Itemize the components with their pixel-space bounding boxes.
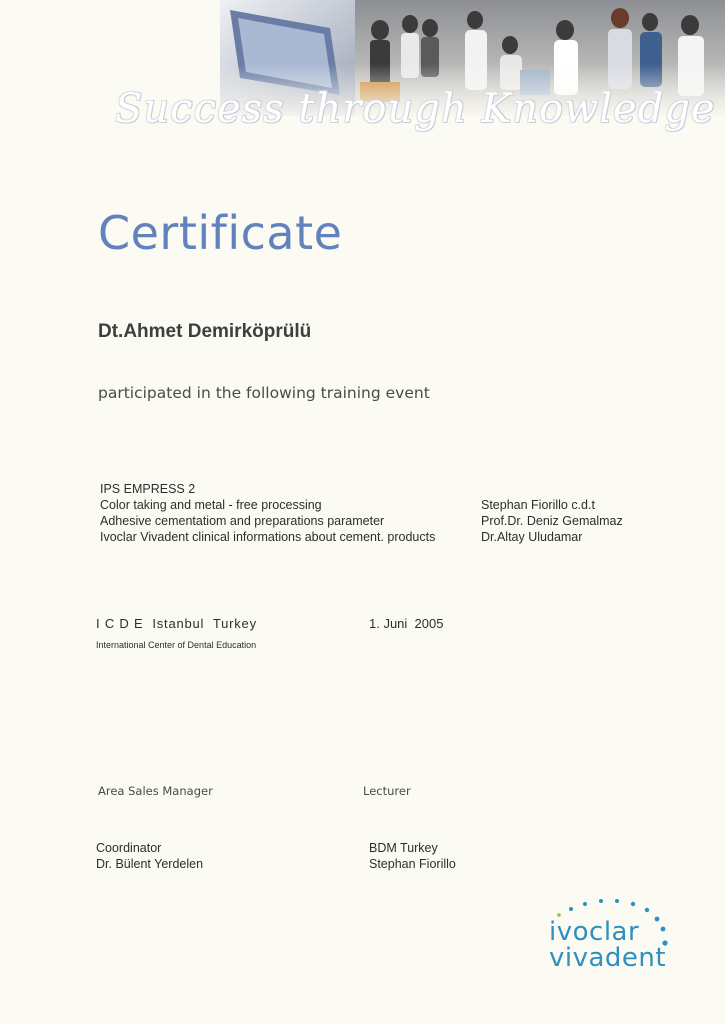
lecturer-name: Prof.Dr. Deniz Gemalmaz	[481, 514, 623, 528]
logo-text-line2: vivadent	[549, 943, 667, 973]
coordinator-title: Coordinator	[96, 841, 162, 855]
coordinator-signature-block	[96, 840, 203, 872]
lecturer-label: Lecturer	[363, 784, 411, 798]
event-date: 1. Juni 2005	[369, 616, 444, 631]
course-topic: IPS EMPRESS 2	[100, 482, 196, 496]
event-venue-full: International Center of Dental Education	[96, 640, 257, 650]
course-topic: Color taking and metal - free processing	[100, 498, 322, 512]
header-tagline: Success through Knowledge	[115, 86, 716, 132]
lecturer-list	[481, 497, 623, 545]
bdm-name: Stephan Fiorillo	[369, 857, 456, 871]
lecturer-name: Dr.Altay Uludamar	[481, 530, 583, 544]
participation-text: participated in the following training event	[98, 384, 430, 402]
logo-text-line1: ivoclar	[549, 917, 640, 947]
recipient-name: Dt.Ahmet Demirköprülü	[98, 321, 312, 342]
certificate-title: Certificate	[98, 206, 343, 260]
course-topics	[100, 481, 435, 545]
event-venue: I C D E Istanbul Turkey	[96, 616, 257, 631]
course-topic: Ivoclar Vivadent clinical informations about cement. products	[100, 530, 436, 544]
ivoclar-vivadent-logo	[545, 893, 705, 983]
course-topic: Adhesive cementatiom and preparations parameter	[100, 514, 385, 528]
area-sales-manager-label: Area Sales Manager	[98, 784, 213, 798]
coordinator-name: Dr. Bülent Yerdelen	[96, 857, 204, 871]
bdm-title: BDM Turkey	[369, 841, 438, 855]
bdm-signature-block	[369, 840, 456, 872]
lecturer-name: Stephan Fiorillo c.d.t	[481, 498, 595, 512]
